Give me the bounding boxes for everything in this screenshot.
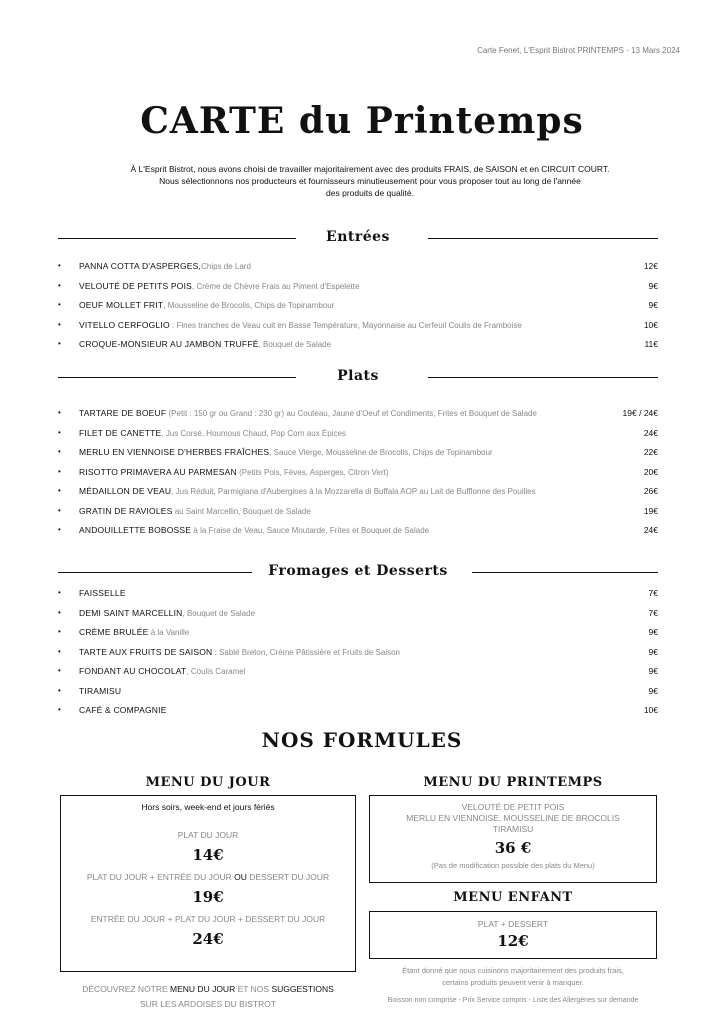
menu-jour-option-2-ou: OU xyxy=(234,872,247,882)
menu-item-name: MERLU EN VIENNOISE D'HERBES FRAÎCHES xyxy=(79,447,270,457)
bullet-icon: • xyxy=(58,705,61,714)
menu-item-desc: , Mousseline de Brocolis, Chips de Topinambour xyxy=(163,301,335,310)
bullet-icon: • xyxy=(58,486,61,495)
menu-item-name: TIRAMISU xyxy=(79,685,122,696)
menu-item-price: 9€ xyxy=(648,666,658,676)
footer-part-d: SUGGESTIONS xyxy=(271,984,334,994)
divider-right xyxy=(428,377,658,378)
menu-printemps-line-1: VELOUTÉ DE PETIT POIS xyxy=(461,802,565,812)
formules-title: NOS FORMULES xyxy=(261,728,463,752)
section-title-plats: Plats xyxy=(337,368,379,384)
menu-item-desc: , Coulis Caramel xyxy=(186,667,246,676)
menu-item-name: OEUF MOLLET FRIT xyxy=(79,300,164,310)
intro-text xyxy=(90,163,650,199)
menu-printemps-line-3: TIRAMISU xyxy=(492,824,534,834)
menu-item-price: 9€ xyxy=(648,300,658,310)
header-note: Carte Fenet, L'Esprit Bistrot PRINTEMPS - 13 Mars 2024 xyxy=(477,46,680,55)
menu-item-desc: : Sablé Breton, Crème Pâtissière et Fruits de Saison xyxy=(212,647,400,657)
divider-right xyxy=(428,238,658,239)
section-heading-desserts xyxy=(58,563,658,583)
menu-jour-option-1: PLAT DU JOUR xyxy=(177,830,239,840)
menu-item xyxy=(58,588,658,602)
menu-item-text xyxy=(79,506,311,516)
menu-item-price: 11€ xyxy=(644,339,658,349)
menu-item-price: 12€ xyxy=(643,261,658,271)
footer-note-line-2: certains produits peuvent venir à manquer. xyxy=(442,978,584,987)
bullet-icon: • xyxy=(58,588,61,597)
menu-item-price: 9€ xyxy=(648,627,658,637)
menu-item-desc: (Petit : 150 gr ou Grand : 230 gr) au Couteau, Jaune d'Oeuf et Condiments, Frites et Bouquet de Salade xyxy=(166,409,537,418)
menu-item-text xyxy=(79,428,346,438)
bullet-icon: • xyxy=(58,261,61,270)
menu-item-text xyxy=(79,300,334,310)
bullet-icon: • xyxy=(58,607,61,617)
menu-item xyxy=(58,467,658,481)
menu-jour-option-2 xyxy=(61,872,355,882)
menu-item-desc: , Crème de Chèvre Frais au Piment d'Espelette xyxy=(192,281,360,291)
menu-item-name: FAISSELLE xyxy=(79,588,126,598)
menu-printemps-line-2: MERLU EN VIENNOISE, MOUSSELINE DE BROCOLIS xyxy=(406,813,620,823)
menu-item-text xyxy=(79,588,126,598)
menu-printemps-box xyxy=(369,795,657,883)
menu-item-name: CAFÉ & COMPAGNIE xyxy=(79,705,167,715)
footer-part-a: DÉCOUVREZ NOTRE xyxy=(82,984,171,994)
menu-printemps-note: (Pas de modification possible des plats du Menu) xyxy=(431,861,595,870)
menu-item-name: DEMI SAINT MARCELLIN xyxy=(79,607,183,618)
section-heading-plats xyxy=(58,368,658,388)
bullet-icon: • xyxy=(58,408,61,417)
menu-item xyxy=(58,281,658,295)
menu-item-text xyxy=(79,486,536,496)
menu-item xyxy=(58,447,658,461)
menu-item-price: 24€ xyxy=(643,427,658,438)
menu-item-price: 9€ xyxy=(648,646,658,657)
menu-item-desc: à la Fraise de Veau, Sauce Moutarde, Frites et Bouquet de Salade xyxy=(191,526,430,535)
menu-item-text xyxy=(79,408,537,418)
menu-item xyxy=(58,608,658,622)
section-title-desserts: Fromages et Desserts xyxy=(268,563,448,579)
footer-part-c: ET NOS xyxy=(235,984,272,994)
menu-jour-box xyxy=(60,795,356,972)
menu-item-price: 22€ xyxy=(643,447,658,457)
bullet-icon: • xyxy=(58,685,61,695)
menu-item xyxy=(58,261,658,275)
menu-item xyxy=(58,686,658,700)
divider-right xyxy=(472,572,658,573)
menu-item-text xyxy=(79,705,167,715)
menu-item-name: FILET DE CANETTE xyxy=(79,427,162,438)
footer-note-line-1: Étant donné que nous cuisinons majoritairement des produits frais, xyxy=(402,966,624,975)
menu-item xyxy=(58,647,658,661)
menu-item-text xyxy=(79,627,189,637)
menu-item xyxy=(58,428,658,442)
menu-printemps-title: MENU DU PRINTEMPS xyxy=(423,775,603,790)
menu-item-text xyxy=(79,281,359,291)
menu-item-text xyxy=(79,525,429,535)
menu-item xyxy=(58,320,658,334)
section-heading-entrees xyxy=(58,229,658,249)
menu-item xyxy=(58,300,658,314)
bullet-icon: • xyxy=(58,427,61,437)
menu-item xyxy=(58,486,658,500)
menu-item-desc: , Bouquet de Salade xyxy=(258,340,332,349)
menu-item-name: MÉDAILLON DE VEAU xyxy=(79,486,172,496)
menu-enfant-title: MENU ENFANT xyxy=(453,890,573,905)
menu-item xyxy=(58,627,658,641)
menu-jour-footer xyxy=(60,982,356,1012)
page-title: CARTE du Printemps xyxy=(140,100,584,142)
menu-item-desc: au Saint Marcellin, Bouquet de Salade xyxy=(172,506,311,516)
menu-jour-title: MENU DU JOUR xyxy=(145,775,271,790)
menu-item-text xyxy=(79,339,331,349)
menu-item-name: TARTARE DE BOEUF xyxy=(79,408,167,418)
menu-item xyxy=(58,408,658,422)
menu-item-desc: , Sauce Vierge, Mousseline de Brocolis, Chips de Topinambour xyxy=(269,448,493,457)
menu-item-name: VELOUTÉ DE PETITS POIS xyxy=(79,280,193,291)
menu-item-text xyxy=(79,647,400,657)
menu-item-name: RISOTTO PRIMAVERA AU PARMESAN xyxy=(79,466,237,477)
menu-item-text xyxy=(79,261,251,271)
menu-item-text xyxy=(79,447,493,457)
menu-item-price: 7€ xyxy=(648,607,658,618)
menu-item-name: ANDOUILLETTE BOBOSSE xyxy=(79,525,192,535)
menu-item-price: 20€ xyxy=(643,466,658,477)
bullet-icon: • xyxy=(58,447,61,456)
menu-jour-option-2-a: PLAT DU JOUR + ENTRÉE DU JOUR xyxy=(86,872,235,882)
menu-item-desc: : Fines tranches de Veau cuit en Basse Température, Mayonnaise au Cerfeuil Coulis de Framboise xyxy=(169,320,522,330)
bullet-icon: • xyxy=(58,627,61,636)
menu-jour-price-3: 24€ xyxy=(192,930,224,948)
menu-item-desc: (Petits Pois, Fèves, Asperges, Citron Vert) xyxy=(236,467,389,477)
menu-item-desc: , Bouquet de Salade xyxy=(182,608,256,618)
menu-item-desc: , Jus Corsé, Houmous Chaud, Pop Corn aux Épices xyxy=(161,428,346,438)
menu-item-desc: Chips de Lard xyxy=(201,262,251,271)
menu-item xyxy=(58,339,658,353)
bullet-icon: • xyxy=(58,646,61,656)
intro-line-1: À L'Esprit Bistrot, nous avons choisi de travailler majoritairement avec des produits FRAIS, de SAISON et en CIRCUIT COURT. xyxy=(130,164,610,174)
menu-item-price: 7€ xyxy=(648,588,658,598)
menu-item-price: 19€ xyxy=(643,505,658,516)
menu-item-name: PANNA COTTA D'ASPERGES, xyxy=(79,261,202,271)
bullet-icon: • xyxy=(58,505,61,515)
menu-item-name: TARTE AUX FRUITS DE SAISON xyxy=(79,646,213,657)
menu-enfant-price: 12€ xyxy=(497,932,529,950)
menu-item xyxy=(58,705,658,719)
footer-part-b: MENU DU JOUR xyxy=(170,984,236,994)
bullet-icon: • xyxy=(58,319,61,329)
menu-item-name: CROQUE-MONSIEUR AU JAMBON TRUFFÉ xyxy=(79,339,259,349)
bullet-icon: • xyxy=(58,525,61,534)
menu-jour-footer-line-1 xyxy=(60,982,356,997)
menu-printemps-price: 36 € xyxy=(494,839,532,857)
menu-item xyxy=(58,506,658,520)
menu-enfant-box xyxy=(369,911,657,959)
menu-jour-option-3: ENTRÉE DU JOUR + PLAT DU JOUR + DESSERT DU JOUR xyxy=(90,914,326,924)
menu-item-text xyxy=(79,608,255,618)
bullet-icon: • xyxy=(58,466,61,476)
footer-notes xyxy=(369,965,657,1007)
bullet-icon: • xyxy=(58,300,61,309)
menu-jour-price-1: 14€ xyxy=(192,846,224,864)
menu-enfant-line-1: PLAT + DESSERT xyxy=(477,919,549,929)
menu-item-text xyxy=(79,686,121,696)
bullet-icon: • xyxy=(58,280,61,290)
bullet-icon: • xyxy=(58,666,61,675)
menu-item-text xyxy=(79,320,522,330)
menu-item-name: VITELLO CERFOGLIO xyxy=(79,319,170,330)
menu-jour-subtitle: Hors soirs, week-end et jours fériés xyxy=(141,802,275,812)
menu-item-name: GRATIN DE RAVIOLES xyxy=(79,505,173,516)
menu-item-price: 10€ xyxy=(643,319,658,330)
intro-line-2: Nous sélectionnons nos producteurs et fournisseurs minutieusement pour vous proposer tout au long de l'année xyxy=(159,176,581,186)
menu-item-price: 19€ / 24€ xyxy=(622,408,658,418)
footer-note-line-3: Boisson non comprise - Prix Service compris - Liste des Allergènes sur demande xyxy=(387,997,639,1004)
intro-line-3: des produits de qualité. xyxy=(326,188,414,198)
menu-item-price: 24€ xyxy=(643,525,658,535)
menu-jour-price-2: 19€ xyxy=(192,888,224,906)
menu-item-price: 26€ xyxy=(643,486,658,496)
menu-item-desc: , Jus Réduit, Parmigiana d'Aubergines à la Mozzarella di Buffala AOP au Lait de Bufflonne des Pouilles xyxy=(171,487,536,496)
menu-item-text xyxy=(79,467,389,477)
menu-item-price: 10€ xyxy=(643,705,658,715)
menu-item-desc: à la Vanille xyxy=(148,628,190,637)
bullet-icon: • xyxy=(58,339,61,348)
menu-jour-footer-line-2: SUR LES ARDOISES DU BISTROT xyxy=(139,999,277,1009)
menu-item-price: 9€ xyxy=(648,280,658,291)
section-title-entrees: Entrées xyxy=(326,229,390,245)
menu-item-price: 9€ xyxy=(648,685,658,696)
menu-item-text xyxy=(79,666,246,676)
menu-jour-option-2-b: DESSERT DU JOUR xyxy=(246,872,330,882)
menu-item xyxy=(58,666,658,680)
menu-item xyxy=(58,525,658,539)
menu-item-name: FONDANT AU CHOCOLAT xyxy=(79,666,187,676)
menu-item-name: CRÈME BRULÉE xyxy=(79,627,149,637)
